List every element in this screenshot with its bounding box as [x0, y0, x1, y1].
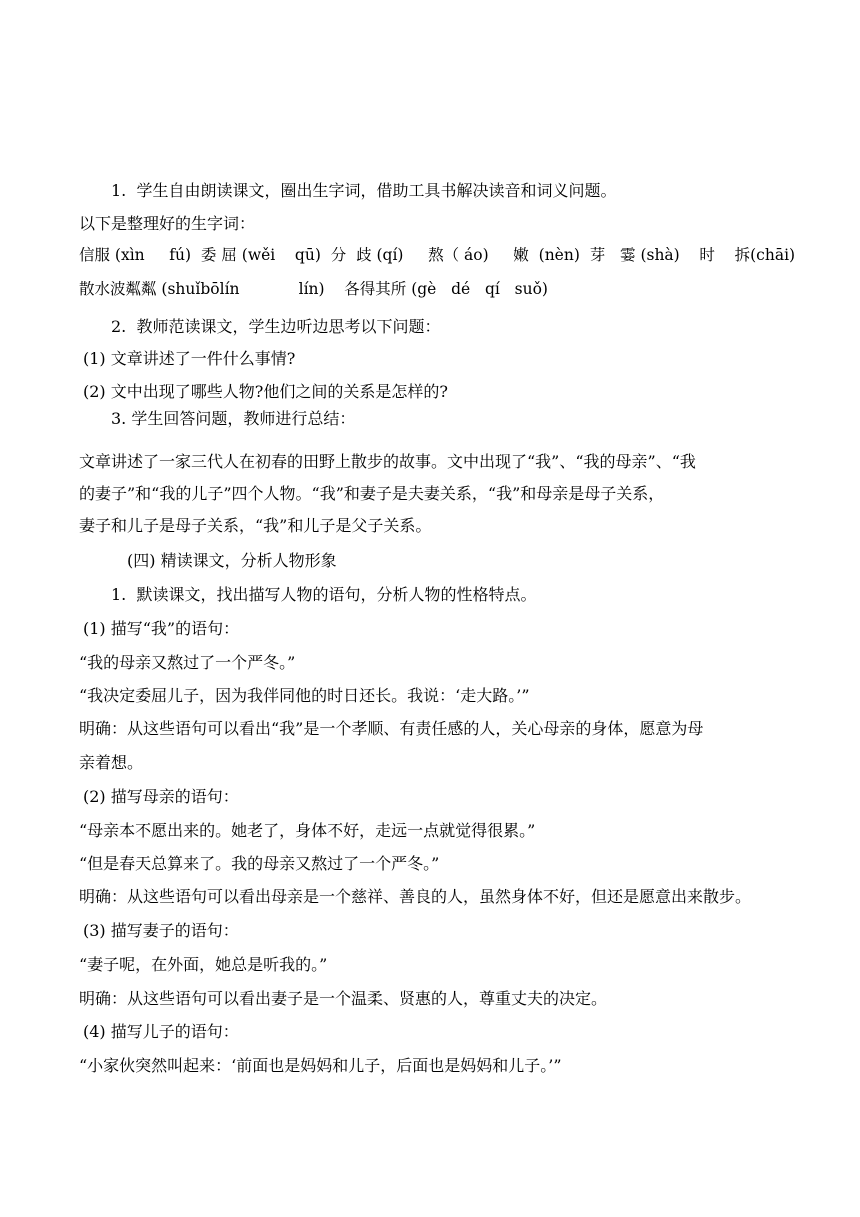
step-2-teacher-reading: 2. 教师范读课文，学生边听边思考以下问题：	[111, 317, 441, 336]
subheading-son: (4) 描写儿子的语句：	[83, 1022, 239, 1041]
section-4-heading: (四) 精读课文，分析人物形象	[127, 551, 337, 570]
question-2: (2) 文中出现了哪些人物?他们之间的关系是怎样的?	[83, 382, 448, 401]
analysis-wife: 明确：从这些语句可以看出妻子是一个温柔、贤惠的人，尊重丈夫的决定。	[79, 989, 608, 1008]
vocab-intro: 以下是整理好的生字词：	[79, 214, 256, 233]
summary-line-2: 的妻子”和“我的儿子”四个人物。“我”和妻子是夫妻关系，“我”和母亲是母子关系，	[79, 484, 665, 503]
analysis-me-line-1: 明确：从这些语句可以看出“我”是一个孝顺、有责任感的人，关心母亲的身体，愿意为母	[79, 719, 704, 738]
quote-wife: “妻子呢，在外面，她总是听我的。”	[79, 955, 328, 974]
step-1-read-aloud: 1. 学生自由朗读课文，圈出生字词，借助工具书解决读音和词义问题。	[111, 181, 617, 200]
subheading-mother: (2) 描写母亲的语句：	[83, 787, 239, 806]
section-4-step-1: 1. 默读课文，找出描写人物的语句，分析人物的性格特点。	[111, 585, 537, 604]
vocab-line-1: 信服 (xìn fú) 委 屈 (wěi qū) 分 歧 (qí) 熬（ áo) 嫩 (nèn) 芽 霎 (shà) 时 拆(chāi)	[79, 246, 796, 264]
vocab-line-2: 散水波粼粼 (shuǐbōlín lín) 各得其所 (gè dé qí suǒ)	[79, 280, 548, 298]
quote-son: “小家伙突然叫起来：‘前面也是妈妈和儿子，后面也是妈妈和儿子。’”	[79, 1056, 562, 1075]
quote-mother-2: “但是春天总算来了。我的母亲又熬过了一个严冬。”	[79, 854, 440, 873]
quote-mother-1: “母亲本不愿出来的。她老了，身体不好，走远一点就觉得很累。”	[79, 821, 536, 840]
subheading-wife: (3) 描写妻子的语句：	[83, 921, 239, 940]
quote-me-1: “我的母亲又熬过了一个严冬。”	[79, 653, 296, 672]
analysis-me-line-2: 亲着想。	[79, 753, 144, 772]
subheading-me: (1) 描写“我”的语句：	[83, 619, 240, 638]
summary-line-1: 文章讲述了一家三代人在初春的田野上散步的故事。文中出现了“我”、“我的母亲”、“我	[79, 452, 696, 471]
question-1: (1) 文章讲述了一件什么事情?	[83, 349, 296, 368]
step-3-summary: 3. 学生回答问题，教师进行总结：	[111, 409, 356, 428]
analysis-mother: 明确：从这些语句可以看出母亲是一个慈祥、善良的人，虽然身体不好，但还是愿意出来散步。	[79, 887, 752, 906]
summary-line-3: 妻子和儿子是母子关系，“我”和儿子是父子关系。	[79, 516, 432, 535]
quote-me-2: “我决定委屈儿子，因为我伴同他的时日还长。我说：‘走大路。’”	[79, 686, 530, 705]
